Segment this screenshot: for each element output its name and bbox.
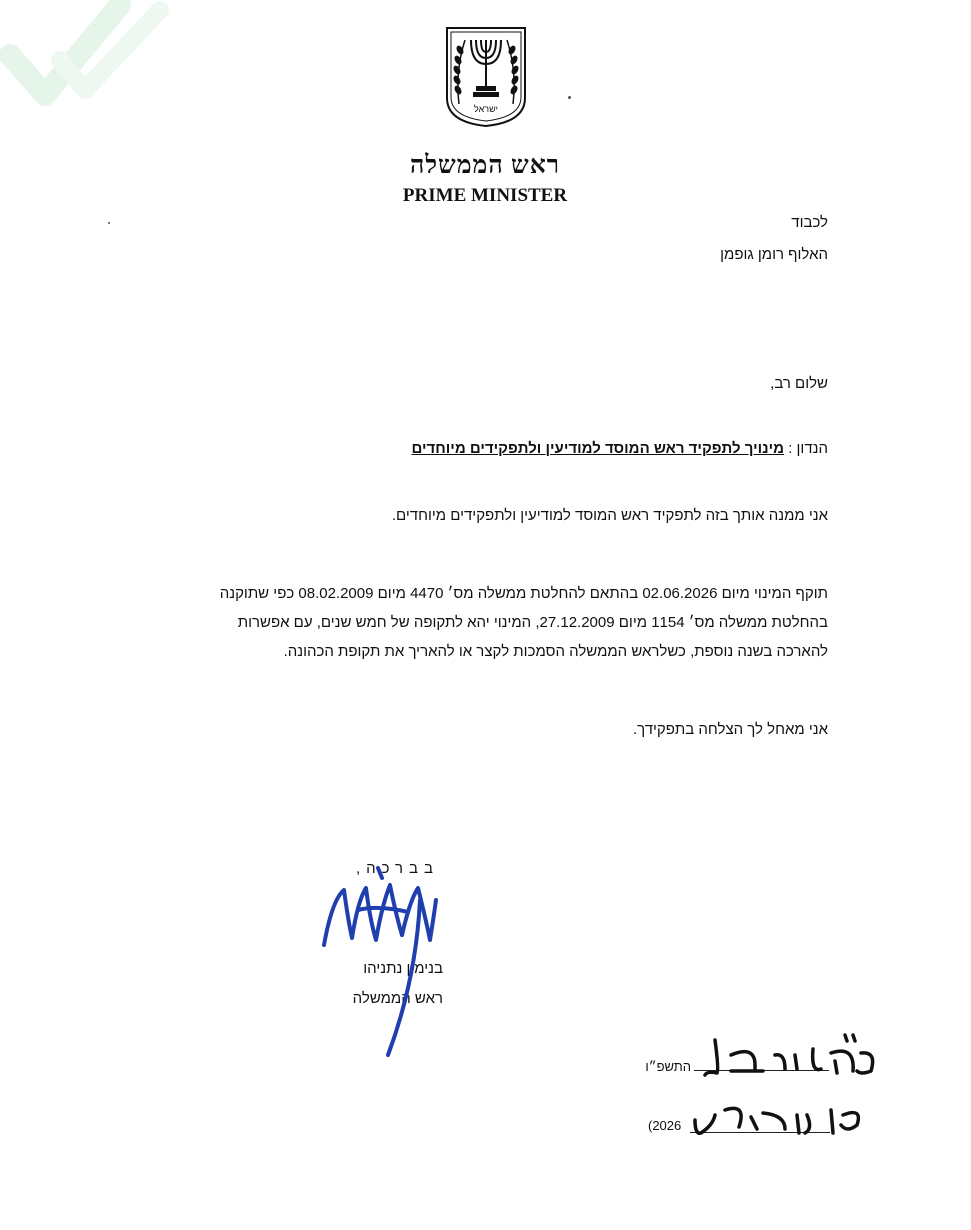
recipient-name: האלוף רומן גופמן [720,246,828,263]
letterhead-title-hebrew: ראש הממשלה [409,152,561,179]
state-emblem-icon [443,26,529,128]
closing-blessing: בברכה, [355,860,439,877]
signatory-role: ראש הממשלה [352,990,443,1007]
wishes-paragraph: אני מאחל לך הצלחה בתפקידך. [632,721,828,738]
letterhead-title-english: PRIME MINISTER [402,185,568,206]
hebrew-year: התשפ״ו [645,1059,691,1074]
term-line-2: בהחלטת ממשלה מס׳ 1154 מיום 27.12.2009, המינוי יהא לתקופה של חמש שנים, עם אפשרות [237,614,828,631]
handwritten-date-icon [635,1025,880,1145]
subject-line [412,435,828,463]
emblem-caption: ישראל [474,104,498,114]
subject-prefix: הנדון : [788,440,828,457]
speck [108,222,110,224]
signatory-name: בנימין נתניהו [363,960,443,977]
checkmark-watermark-icon [0,0,190,120]
speck [568,96,571,99]
term-line-3: להארכה בשנה נוספת, כשלראש הממשלה הסמכות לקצר או להאריך את תקופת הכהונה. [283,643,828,660]
subject-text: מינויך לתפקיד ראש המוסד למודיעין ולתפקידים מיוחדים [411,440,785,457]
gregorian-year: (2026 [648,1118,682,1133]
salutation-to: לכבוד [791,214,828,231]
appointment-paragraph: אני ממנה אותך בזה לתפקיד ראש המוסד למודיעין ולתפקידים מיוחדים. [391,507,828,524]
term-line-1: תוקף המינוי מיום 02.06.2026 בהתאם להחלטת ממשלה מס׳ 4470 מיום 08.02.2009 כפי שתוקנה [219,585,828,602]
greeting: שלום רב, [770,375,828,392]
signature-icon [318,860,443,1070]
